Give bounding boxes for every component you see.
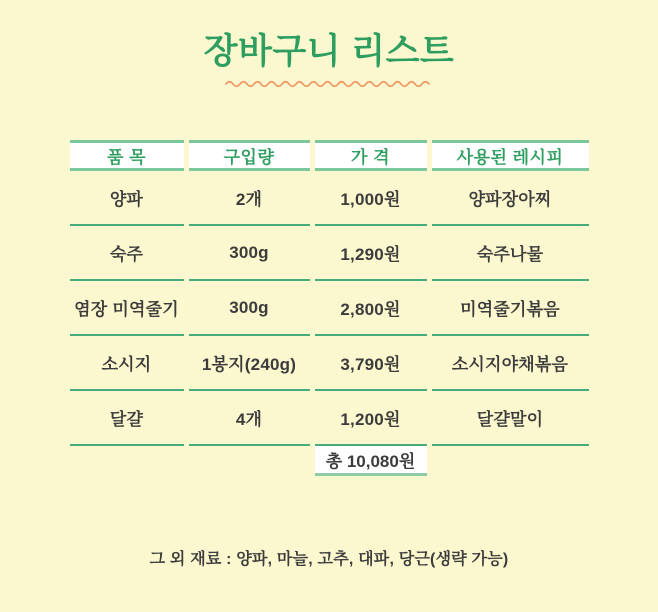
cell-quantity: 2개 xyxy=(189,171,310,226)
column-header-price: 가 격 xyxy=(315,140,427,171)
cell-recipe: 달걀말이 xyxy=(432,391,589,446)
cell-item: 숙주 xyxy=(70,226,184,281)
cell-price: 3,790원 xyxy=(315,336,427,391)
shopping-table xyxy=(70,140,589,476)
page-title: 장바구니 리스트 xyxy=(203,32,455,71)
column-header-quantity: 구입량 xyxy=(189,140,310,171)
column-header-recipe: 사용된 레시피 xyxy=(432,140,589,171)
wavy-line-icon xyxy=(224,78,434,88)
extra-ingredients-note: 그 외 재료 : 양파, 마늘, 고추, 대파, 당근(생략 가능) xyxy=(149,551,509,568)
cell-item: 소시지 xyxy=(70,336,184,391)
cell-price: 1,290원 xyxy=(315,226,427,281)
cell-quantity: 300g xyxy=(189,226,310,281)
column-header-item: 품 목 xyxy=(70,140,184,171)
cell-item: 달걀 xyxy=(70,391,184,446)
total-price-badge: 총 10,080원 xyxy=(315,446,427,476)
cell-quantity: 300g xyxy=(189,281,310,336)
cell-price: 1,200원 xyxy=(315,391,427,446)
cell-recipe: 미역줄기볶음 xyxy=(432,281,589,336)
cell-recipe: 숙주나물 xyxy=(432,226,589,281)
cell-quantity: 4개 xyxy=(189,391,310,446)
title-underline-wave xyxy=(0,78,658,90)
cell-price: 1,000원 xyxy=(315,171,427,226)
cell-recipe: 양파장아찌 xyxy=(432,171,589,226)
cell-quantity: 1봉지(240g) xyxy=(189,336,310,391)
cell-item: 양파 xyxy=(70,171,184,226)
cell-price: 2,800원 xyxy=(315,281,427,336)
cell-recipe: 소시지야채볶음 xyxy=(432,336,589,391)
cell-item: 염장 미역줄기 xyxy=(70,281,184,336)
